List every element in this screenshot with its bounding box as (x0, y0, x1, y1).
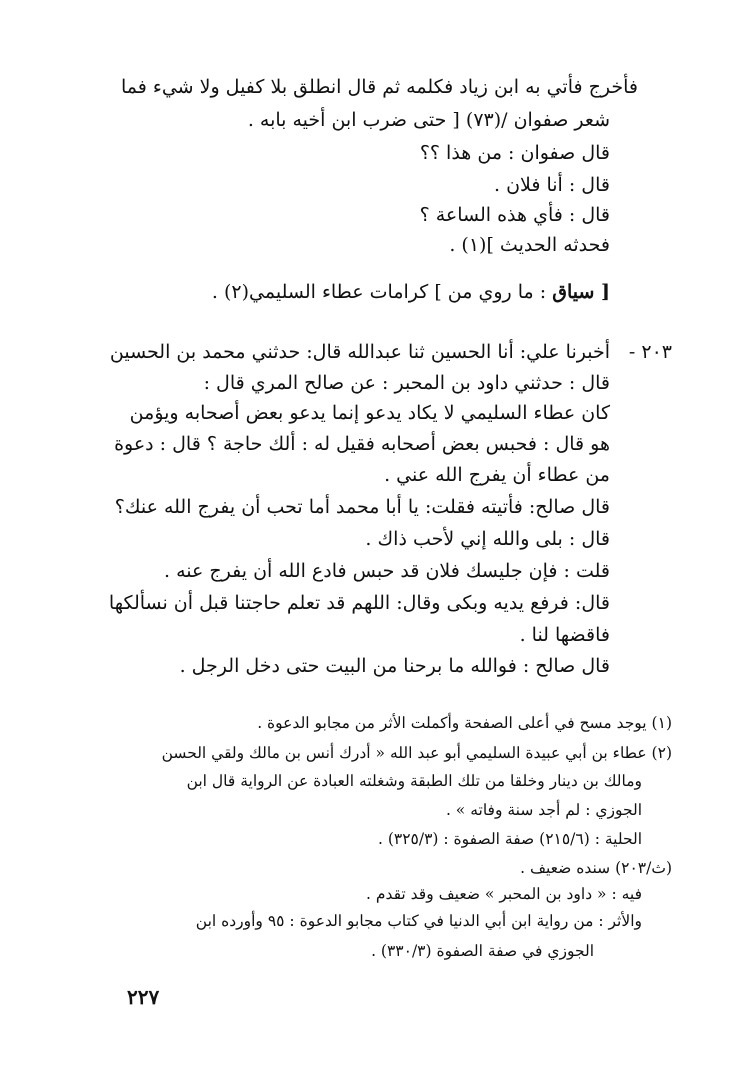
page-number: ٢٢٧ (127, 985, 160, 1009)
section-heading-rest: : ما روي من ] كرامات عطاء السليمي(٢) . (211, 281, 547, 303)
item-line-4: هو قال : فحبس بعض أصحابه فقيل له : ألك حاجة ؟ قال : دعوة (114, 433, 610, 455)
item-line-8: قلت : فإن جليسك فلان قد حبس فادع الله أن يفرج عنه . (164, 560, 610, 582)
footnote-2-line-1: (٢) عطاء بن أبي عبيدة السليمي أبو عبد الله « أدرك أنس بن مالك ولقي الحسن (161, 744, 672, 762)
top-line-2: شعر صفوان /(٧٣) [ حتى ضرب ابن أخيه بابه . (247, 109, 610, 131)
item-line-11: قال صالح : فوالله ما برحنا من البيت حتى دخل الرجل . (179, 655, 610, 677)
item-number: ٢٠٣ - (628, 341, 672, 363)
top-line-4: قال : أنا فلان . (493, 174, 610, 196)
top-line-3: قال صفوان : من هذا ؟؟ (419, 142, 610, 164)
footnote-3-line-1: (ث/٢٠٣) سنده ضعيف . (520, 859, 672, 877)
footnote-3-line-3: والأثر : من رواية ابن أبي الدنيا في كتاب مجابو الدعوة : ٩٥ وأورده ابن (195, 912, 642, 930)
section-heading (212, 283, 610, 302)
item-line-10: فاقضها لنا . (519, 624, 610, 646)
footnote-2-line-3: الجوزي : لم أجد سنة وفاته » . (445, 801, 642, 819)
item-line-6: قال صالح: فأتيته فقلت: يا أبا محمد أما تحب أن يفرج الله عنك؟ (114, 496, 610, 518)
item-line-3: كان عطاء السليمي لا يكاد يدعو إنما يدعو بعض أصحابه ويؤمن (129, 402, 610, 424)
footnote-2-line-4: الحلية : (٢١٥/٦) صفة الصفوة : (٣٢٥/٣) . (377, 830, 642, 848)
footnote-2-line-2: ومالك بن دينار وخلقا من تلك الطبقة وشغلته العبادة عن الرواية قال ابن (186, 772, 642, 790)
item-line-2: قال : حدثني داود بن المحبر : عن صالح المري قال : (203, 372, 610, 394)
top-line-1: فأخرج فأتي به ابن زياد فكلمه ثم قال انطلق بلا كفيل ولا شيء فما (121, 76, 638, 98)
footnote-3-line-4: الجوزي في صفة الصفوة (٣٣٠/٣) . (371, 942, 594, 960)
item-line-9: قال: فرفع يديه وبكى وقال: اللهم قد تعلم حاجتنا قبل أن نسألكها (108, 592, 610, 614)
footnote-3-line-2: فيه : « داود بن المحبر » ضعيف وقد تقدم . (366, 885, 642, 903)
footnote-1: (١) يوجد مسح في أعلى الصفحة وأكملت الأثر من مجابو الدعوة . (257, 714, 672, 732)
section-heading-label: [ سياق (552, 281, 610, 303)
item-line-1: أخبرنا علي: أنا الحسين ثنا عبدالله قال: حدثني محمد بن الحسين (109, 341, 610, 363)
top-line-5: قال : فأي هذه الساعة ؟ (419, 204, 610, 226)
top-line-6: فحدثه الحديث ](١) . (449, 234, 610, 256)
item-line-7: قال : بلى والله إني لأحب ذاك . (365, 528, 610, 550)
item-line-5: من عطاء أن يفرج الله عني . (384, 464, 610, 486)
